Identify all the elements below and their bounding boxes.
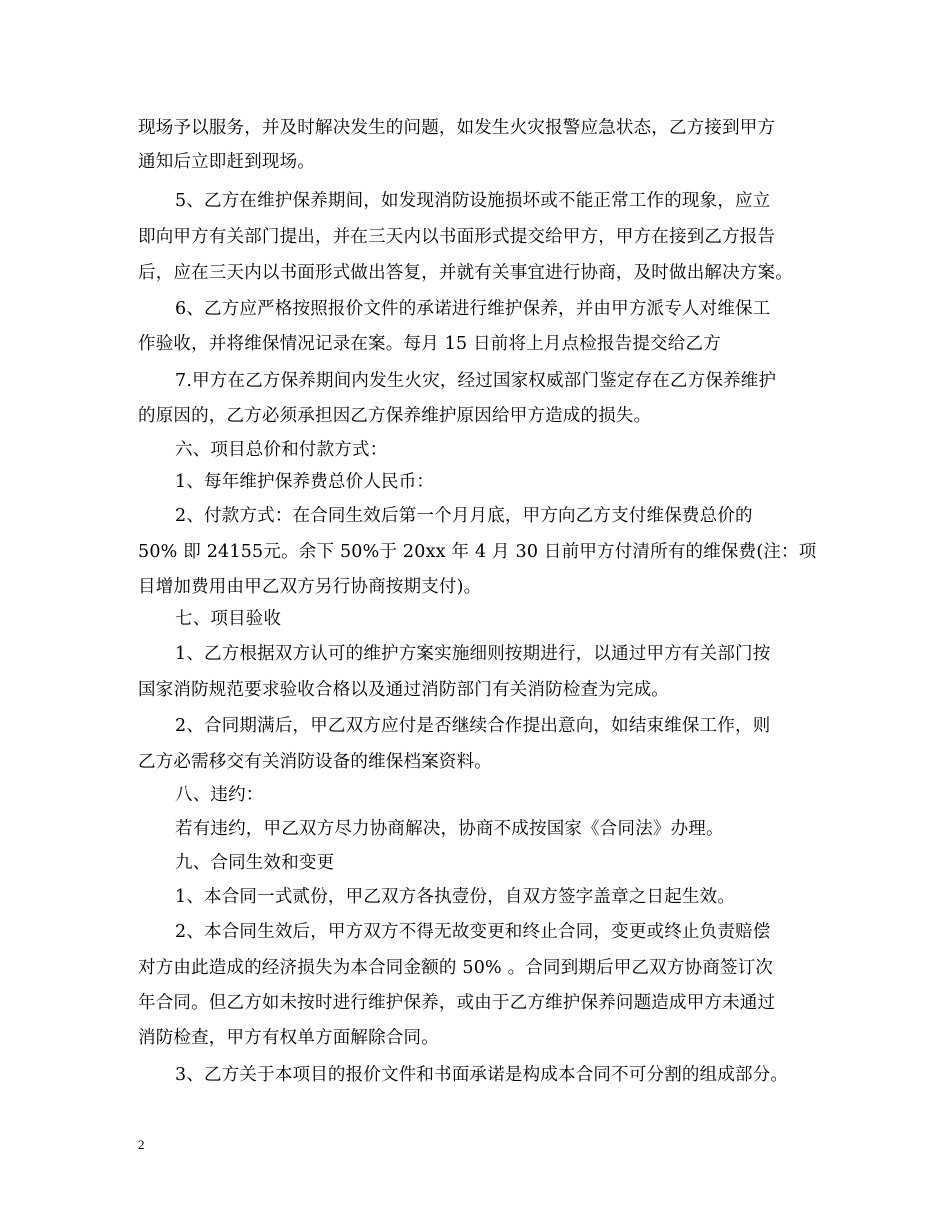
text-line: 年合同。但乙方如未按时进行维护保养，或由于乙方维护保养问题造成甲方未通过 bbox=[138, 993, 776, 1013]
text-line: 的原因的，乙方必须承担因乙方保养维护原因给甲方造成的损失。 bbox=[138, 406, 652, 426]
text-line: 对方由此造成的经济损失为本合同金额的 50% 。合同到期后甲乙双方协商签订次 bbox=[138, 958, 774, 978]
section-heading: 七、项目验收 bbox=[175, 609, 282, 629]
text-line: 3、乙方关于本项目的报价文件和书面承诺是构成本合同不可分割的组成部分。 bbox=[175, 1065, 789, 1085]
text-line: 若有违约，甲乙双方尽力协商解决，协商不成按国家《合同法》办理。 bbox=[175, 819, 724, 839]
text-line: 通知后立即赶到现场。 bbox=[138, 152, 315, 172]
text-line: 2、付款方式：在合同生效后第一个月月底，甲方向乙方支付维保费总价的 bbox=[175, 506, 753, 526]
text-line: 国家消防规范要求验收合格以及通过消防部门有关消防检查为完成。 bbox=[138, 680, 669, 700]
page-number: 2 bbox=[138, 1137, 145, 1152]
text-line: 50% 即 24155元。余下 50%于 20xx 年 4 月 30 日前甲方付清所有的维保费(注：项 bbox=[138, 542, 817, 562]
text-line: 6、乙方应严格按照报价文件的承诺进行维护保养，并由甲方派专人对维保工 bbox=[175, 299, 771, 319]
text-line: 5、乙方在维护保养期间，如发现消防设施损坏或不能正常工作的现象，应立 bbox=[175, 191, 771, 211]
text-line: 1、每年维护保养费总价人民币： bbox=[175, 472, 435, 492]
section-heading: 八、违约： bbox=[175, 785, 264, 805]
text-line: 目增加费用由甲乙双方另行协商按期支付)。 bbox=[138, 577, 482, 597]
text-line: 后，应在三天内以书面形式做出答复，并就有关事宜进行协商，及时做出解决方案。 bbox=[138, 263, 793, 283]
text-line: 现场予以服务，并及时解决发生的问题，如发生火灾报警应急状态，乙方接到甲方 bbox=[138, 118, 776, 138]
text-line: 1、本合同一式贰份，甲乙双方各执壹份，自双方签字盖章之日起生效。 bbox=[175, 887, 736, 907]
text-line: 乙方必需移交有关消防设备的维保档案资料。 bbox=[138, 752, 492, 772]
text-line: 2、本合同生效后，甲方双方不得无故变更和终止合同，变更或终止负责赔偿 bbox=[175, 922, 771, 942]
text-line: 7.甲方在乙方保养期间内发生火灾，经过国家权威部门鉴定存在乙方保养维护 bbox=[175, 371, 777, 391]
text-line: 作验收，并将维保情况记录在案。每月 15 日前将上月点检报告提交给乙方 bbox=[138, 334, 721, 354]
text-line: 即向甲方有关部门提出，并在三天内以书面形式提交给甲方，甲方在接到乙方报告 bbox=[138, 227, 776, 247]
text-line: 消防检查，甲方有权单方面解除合同。 bbox=[138, 1028, 439, 1048]
section-heading: 六、项目总价和付款方式： bbox=[175, 440, 388, 460]
section-heading: 九、合同生效和变更 bbox=[175, 853, 335, 873]
text-line: 1、乙方根据双方认可的维护方案实施细则按期进行，以通过甲方有关部门按 bbox=[175, 644, 771, 664]
text-line: 2、合同期满后，甲乙双方应付是否继续合作提出意向，如结束维保工作，则 bbox=[175, 716, 771, 736]
